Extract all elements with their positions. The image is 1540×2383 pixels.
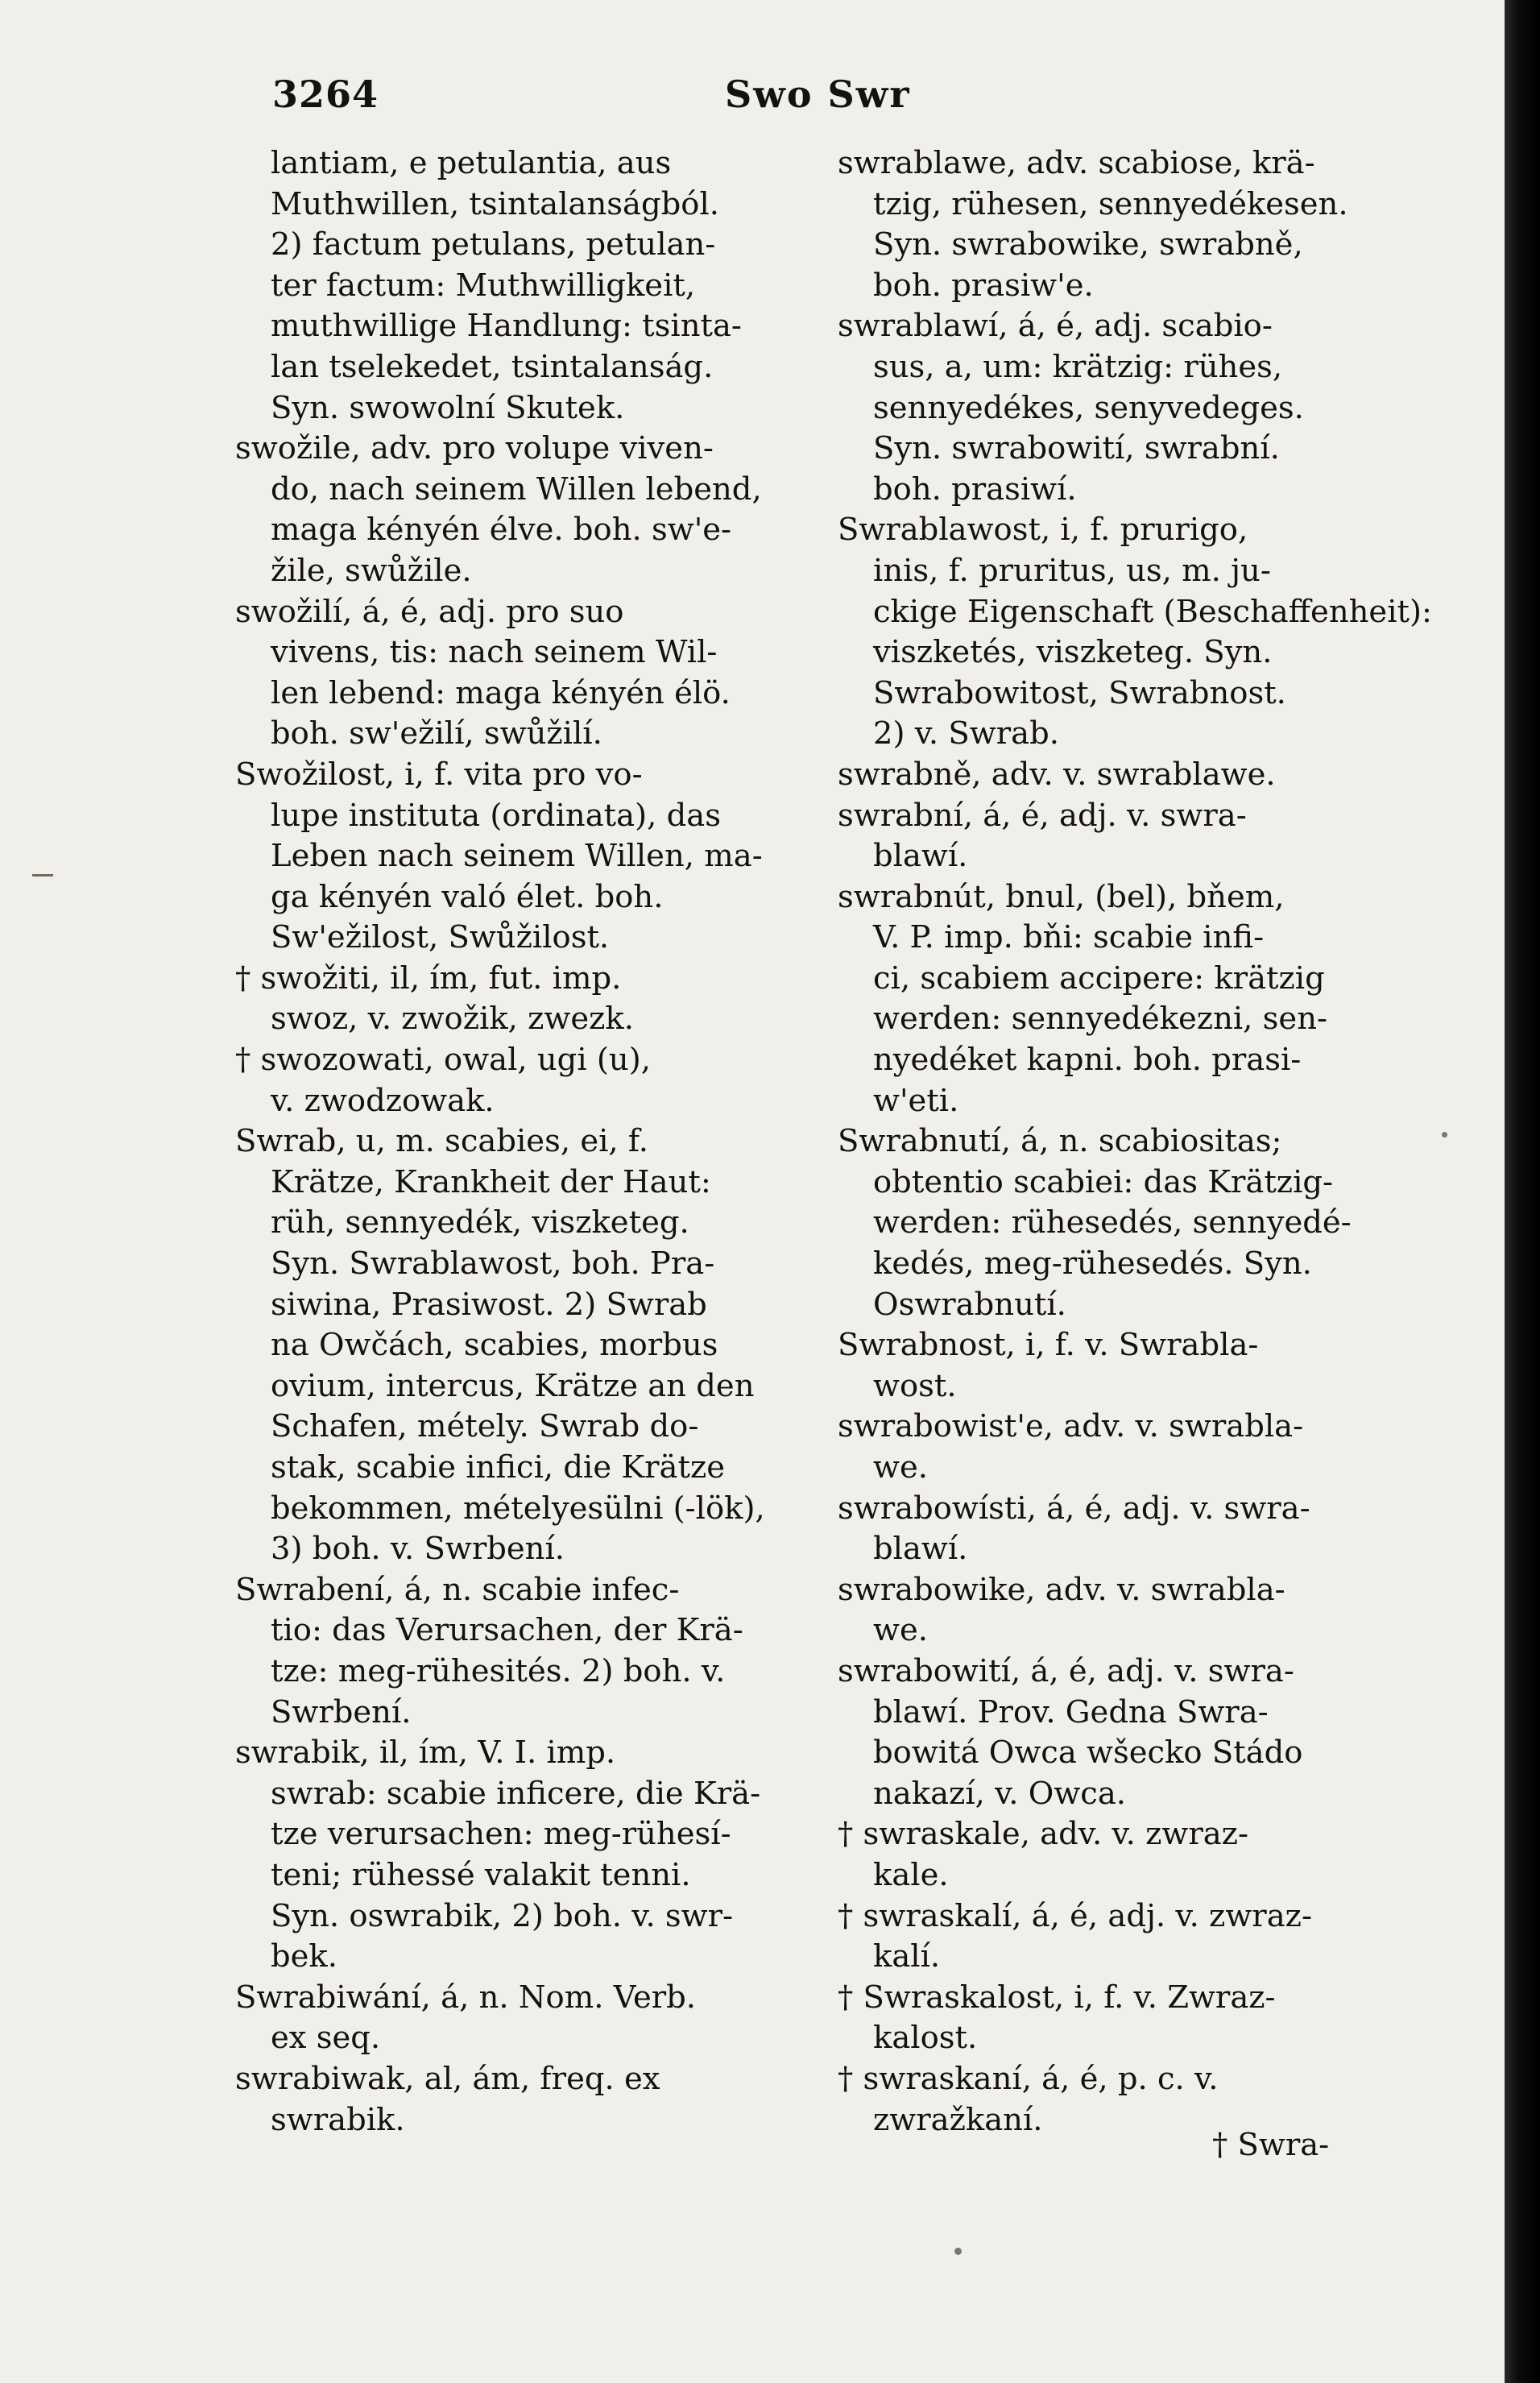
ink-speck	[1442, 1132, 1447, 1138]
left-column-line: ovium, intercus, Krätze an den	[271, 1367, 755, 1404]
left-column-line: 3) boh. v. Swrbení.	[271, 1531, 565, 1568]
left-column-line: bekommen, mételyesülni (-lök),	[271, 1490, 765, 1527]
left-column-line: teni; rühessé valakit tenni.	[271, 1856, 691, 1893]
right-column-line: † swraskale, adv. v. zwraz-	[838, 1816, 1248, 1853]
right-column-line: blawí.	[873, 838, 968, 875]
right-column-line: Swrabnutí, á, n. scabiositas;	[838, 1123, 1282, 1160]
right-column-line: † swraskalí, á, é, adj. v. zwraz-	[838, 1897, 1312, 1934]
left-column-line: maga kényén élve. boh. sw'e-	[271, 512, 732, 549]
right-column-line: viszketés, viszketeg. Syn.	[873, 634, 1273, 671]
left-column-line: Swrabení, á, n. scabie infec-	[235, 1571, 680, 1608]
left-column-line: lupe instituta (ordinata), das	[271, 797, 721, 834]
left-column-line: stak, scabie infici, die Krätze	[271, 1449, 726, 1486]
left-column-line: muthwillige Handlung: tsinta-	[271, 308, 742, 345]
left-column-line: ga kényén való élet. boh.	[271, 878, 664, 915]
left-column-line: ter factum: Muthwilligkeit,	[271, 267, 696, 304]
right-column-line: swrabowist'e, adv. v. swrabla-	[838, 1408, 1304, 1445]
right-column-line: werden: rühesedés, sennyedé-	[873, 1204, 1352, 1241]
left-column-line: swrabik.	[271, 2101, 405, 2138]
left-column-line: swrabik, il, ím, V. I. imp.	[235, 1734, 616, 1772]
left-column-line: vivens, tis: nach seinem Wil-	[271, 634, 718, 671]
right-column-line: bowitá Owca wšecko Stádo	[873, 1734, 1303, 1772]
left-column-line: lantiam, e petulantia, aus	[271, 145, 672, 181]
right-column-line: swrabnút, bnul, (bel), bňem,	[838, 878, 1285, 915]
right-column-line: 2) v. Swrab.	[873, 715, 1059, 752]
left-column-line: swrab: scabie inficere, die Krä-	[271, 1775, 761, 1812]
right-column-line: Oswrabnutí.	[873, 1286, 1066, 1323]
right-column-line: blawí. Prov. Gedna Swra-	[873, 1693, 1269, 1730]
right-column-line: kalí.	[873, 1938, 941, 1975]
right-column-line: kalost.	[873, 2020, 978, 2057]
right-column-line: boh. prasiwí.	[873, 470, 1077, 508]
left-column-line: swrabiwak, al, ám, freq. ex	[235, 2060, 660, 2097]
left-column-line: len lebend: maga kényén élö.	[271, 674, 731, 711]
left-column-line: Leben nach seinem Willen, ma-	[271, 838, 763, 875]
left-column-line: swožilí, á, é, adj. pro suo	[235, 593, 624, 630]
right-column-line: Syn. swrabowike, swrabně,	[873, 226, 1303, 263]
left-column-line: Muthwillen, tsintalanságból.	[271, 185, 719, 222]
right-column-line: obtentio scabiei: das Krätzig-	[873, 1163, 1334, 1200]
right-column-line: Swrablawost, i, f. prurigo,	[838, 512, 1248, 549]
right-column-line: † Swraskalost, i, f. v. Zwraz-	[838, 1979, 1276, 2016]
left-column-line: na Owčách, scabies, morbus	[271, 1327, 718, 1364]
right-column-line: sus, a, um: krätzig: rühes,	[873, 348, 1283, 385]
right-column-line: tzig, rühesen, sennyedékesen.	[873, 185, 1348, 222]
right-column-line: swrabowísti, á, é, adj. v. swra-	[838, 1490, 1310, 1527]
left-column-line: Swrab, u, m. scabies, ei, f.	[235, 1123, 649, 1160]
right-column-line: nyedéket kapni. boh. prasi-	[873, 1042, 1302, 1079]
left-column-line: Swrabiwání, á, n. Nom. Verb.	[235, 1979, 697, 2016]
left-column-line: † swozowati, owal, ugi (u),	[235, 1042, 651, 1079]
page-edge-shadow	[1505, 0, 1540, 2383]
left-column-line: 2) factum petulans, petulan-	[271, 226, 716, 263]
right-column-line: swrabní, á, é, adj. v. swra-	[838, 797, 1247, 834]
margin-mark	[32, 874, 53, 877]
left-column-line: swožile, adv. pro volupe viven-	[235, 430, 714, 467]
left-column-line: Krätze, Krankheit der Haut:	[271, 1163, 711, 1200]
right-column-line: swrablawí, á, é, adj. scabio-	[838, 308, 1273, 345]
left-column-line: Swožilost, i, f. vita pro vo-	[235, 756, 643, 793]
left-column-line: v. zwodzowak.	[271, 1082, 495, 1119]
right-column-line: sennyedékes, senyvedeges.	[873, 389, 1304, 426]
left-column-line: bek.	[271, 1938, 337, 1975]
left-column-line: Syn. Swrablawost, boh. Pra-	[271, 1245, 715, 1283]
left-column-line: swoz, v. zwožik, zwezk.	[271, 1001, 635, 1038]
right-column-line: swrabowike, adv. v. swrabla-	[838, 1571, 1285, 1608]
left-column-line: boh. sw'ežilí, swůžilí.	[271, 715, 602, 752]
left-column-line: do, nach seinem Willen lebend,	[271, 470, 762, 508]
right-column-line: blawí.	[873, 1531, 968, 1568]
right-column-line: we.	[873, 1449, 928, 1486]
right-column-line: inis, f. pruritus, us, m. ju-	[873, 552, 1271, 589]
page-header	[0, 68, 1505, 132]
right-column-line: Syn. swrabowití, swrabní.	[873, 430, 1280, 467]
left-column-line: Sw'ežilost, Swůžilost.	[271, 919, 610, 956]
right-column-line: zwražkaní.	[873, 2101, 1043, 2138]
left-column-line: tze verursachen: meg-rühesí-	[271, 1816, 731, 1853]
right-column-line: wost.	[873, 1367, 957, 1404]
left-column-line: siwina, Prasiwost. 2) Swrab	[271, 1286, 707, 1323]
left-column-line: † swožiti, il, ím, fut. imp.	[235, 959, 622, 997]
catchword: † Swra-	[1212, 2127, 1330, 2163]
left-column	[235, 143, 815, 2141]
ink-speck	[954, 2248, 962, 2255]
left-column-line: rüh, sennyedék, viszketeg.	[271, 1204, 689, 1241]
right-column-line: boh. prasiw'e.	[873, 267, 1094, 304]
right-column-line: nakazí, v. Owca.	[873, 1775, 1127, 1812]
left-column-line: lan tselekedet, tsintalanság.	[271, 348, 714, 385]
left-column-line: ex seq.	[271, 2020, 381, 2057]
right-column	[838, 143, 1432, 2141]
left-column-line: Schafen, métely. Swrab do-	[271, 1408, 699, 1445]
right-column-line: werden: sennyedékezni, sen-	[873, 1001, 1328, 1038]
left-column-line: žile, swůžile.	[271, 552, 472, 589]
right-column-line: ci, scabiem accipere: krätzig	[873, 959, 1325, 997]
right-column-line: swrabowití, á, é, adj. v. swra-	[838, 1652, 1294, 1689]
left-column-line: Syn. swowolní Skutek.	[271, 389, 625, 426]
running-head: Swo Swr	[725, 73, 911, 116]
right-column-line: † swraskaní, á, é, p. c. v.	[838, 2060, 1219, 2097]
right-column-line: kedés, meg-rühesedés. Syn.	[873, 1245, 1312, 1283]
left-column-line: tze: meg-rühesités. 2) boh. v.	[271, 1652, 726, 1689]
right-column-line: we.	[873, 1612, 928, 1649]
right-column-line: ckige Eigenschaft (Beschaffenheit):	[873, 593, 1432, 630]
right-column-line: swrablawe, adv. scabiose, krä-	[838, 145, 1315, 181]
left-column-line: tio: das Verursachen, der Krä-	[271, 1612, 743, 1649]
left-column-line: Swrbení.	[271, 1693, 412, 1730]
right-column-line: Swrabnost, i, f. v. Swrabla-	[838, 1327, 1259, 1364]
right-column-line: swrabně, adv. v. swrablawe.	[838, 756, 1276, 793]
right-column-line: Swrabowitost, Swrabnost.	[873, 674, 1286, 711]
right-column-line: V. P. imp. bňi: scabie infi-	[873, 919, 1265, 956]
right-column-line: kale.	[873, 1856, 949, 1893]
right-column-line: w'eti.	[873, 1082, 959, 1119]
left-column-line: Syn. oswrabik, 2) boh. v. swr-	[271, 1897, 734, 1934]
page-number: 3264	[272, 73, 379, 116]
